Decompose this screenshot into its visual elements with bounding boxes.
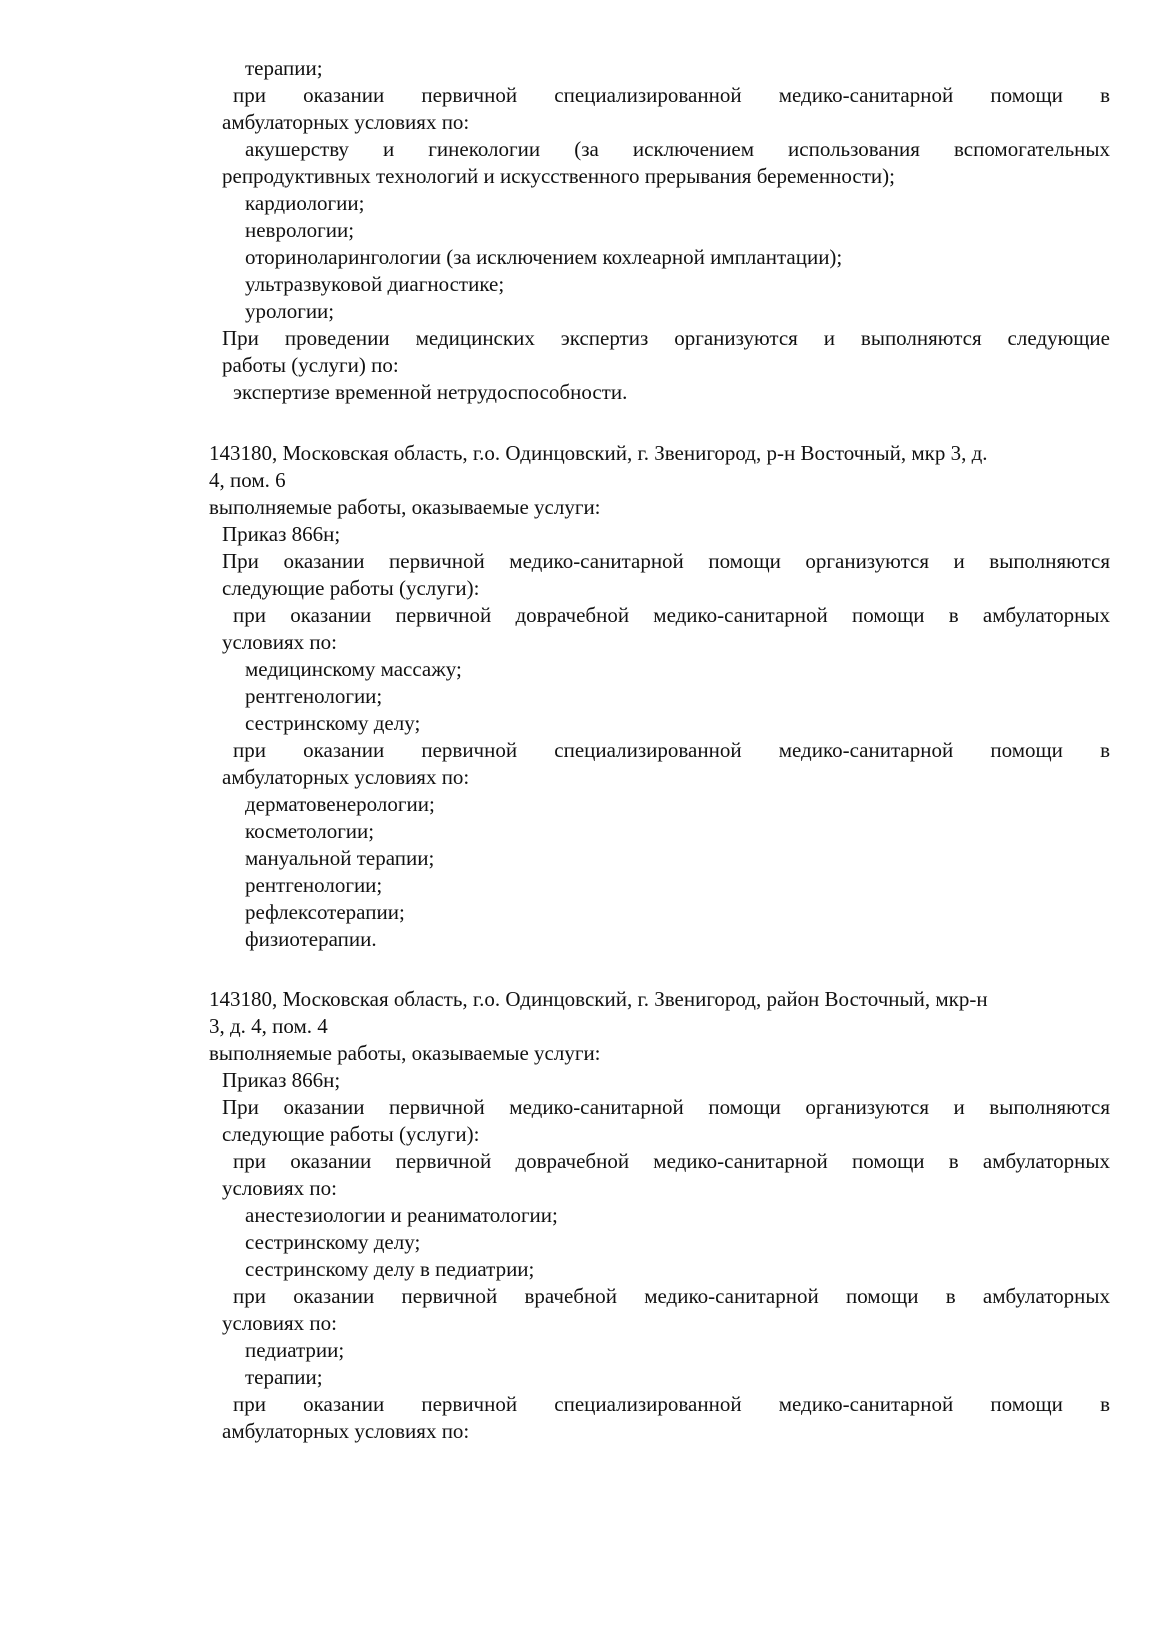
text-line: физиотерапии. (245, 927, 377, 951)
text-line: При оказании первичной медико-санитарной помощи организуются и выполняются (222, 1095, 1110, 1119)
text-line: следующие работы (услуги): (222, 1122, 480, 1146)
text-line: при оказании первичной специализированной медико-санитарной помощи в (233, 83, 1110, 107)
text-line: выполняемые работы, оказываемые услуги: (209, 495, 601, 519)
text-line: косметологии; (245, 819, 375, 843)
text-line: работы (услуги) по: (222, 353, 399, 377)
text-line: педиатрии; (245, 1338, 345, 1362)
text-line: терапии; (245, 1365, 323, 1389)
text-line: рентгенологии; (245, 873, 383, 897)
text-line: рефлексотерапии; (245, 900, 405, 924)
text-line: амбулаторных условиях по: (222, 110, 470, 134)
text-line: рентгенологии; (245, 684, 383, 708)
text-line: медицинскому массажу; (245, 657, 462, 681)
text-line: репродуктивных технологий и искусственного прерывания беременности); (222, 164, 895, 188)
text-line: Приказ 866н; (222, 1068, 341, 1092)
text-line: Приказ 866н; (222, 522, 341, 546)
text-line: амбулаторных условиях по: (222, 765, 470, 789)
text-line: условиях по: (222, 1176, 337, 1200)
text-line: ультразвуковой диагностике; (245, 272, 505, 296)
text-line: при оказании первичной доврачебной медико-санитарной помощи в амбулаторных (233, 1149, 1110, 1173)
text-line: урологии; (245, 299, 335, 323)
text-line: оториноларингологии (за исключением кохлеарной имплантации); (245, 245, 843, 269)
text-line: При оказании первичной медико-санитарной помощи организуются и выполняются (222, 549, 1110, 573)
text-line: анестезиологии и реаниматологии; (245, 1203, 558, 1227)
text-line: при оказании первичной специализированной медико-санитарной помощи в (233, 1392, 1110, 1416)
text-line: экспертизе временной нетрудоспособности. (233, 380, 628, 404)
address-line: 3, д. 4, пом. 4 (209, 1014, 328, 1038)
text-line: сестринскому делу в педиатрии; (245, 1257, 535, 1281)
text-line: мануальной терапии; (245, 846, 435, 870)
text-line: кардиологии; (245, 191, 365, 215)
address-line: 143180, Московская область, г.о. Одинцовский, г. Звенигород, район Восточный, мкр-н (209, 987, 988, 1011)
text-line: дерматовенерологии; (245, 792, 435, 816)
text-line: при оказании первичной доврачебной медико-санитарной помощи в амбулаторных (233, 603, 1110, 627)
text-line: сестринскому делу; (245, 1230, 421, 1254)
text-line: при оказании первичной врачебной медико-санитарной помощи в амбулаторных (233, 1284, 1110, 1308)
address-line: 143180, Московская область, г.о. Одинцовский, г. Звенигород, р-н Восточный, мкр 3, д. (209, 441, 988, 465)
address-line: 4, пом. 6 (209, 468, 286, 492)
text-line: терапии; (245, 56, 323, 80)
text-line: следующие работы (услуги): (222, 576, 480, 600)
text-line: при оказании первичной специализированной медико-санитарной помощи в (233, 738, 1110, 762)
text-line: При проведении медицинских экспертиз организуются и выполняются следующие (222, 326, 1110, 350)
text-line: сестринскому делу; (245, 711, 421, 735)
text-line: неврологии; (245, 218, 355, 242)
text-line: условиях по: (222, 630, 337, 654)
text-line: амбулаторных условиях по: (222, 1419, 470, 1443)
text-line: выполняемые работы, оказываемые услуги: (209, 1041, 601, 1065)
text-line: условиях по: (222, 1311, 337, 1335)
text-line: акушерству и гинекологии (за исключением использования вспомогательных (245, 137, 1110, 161)
